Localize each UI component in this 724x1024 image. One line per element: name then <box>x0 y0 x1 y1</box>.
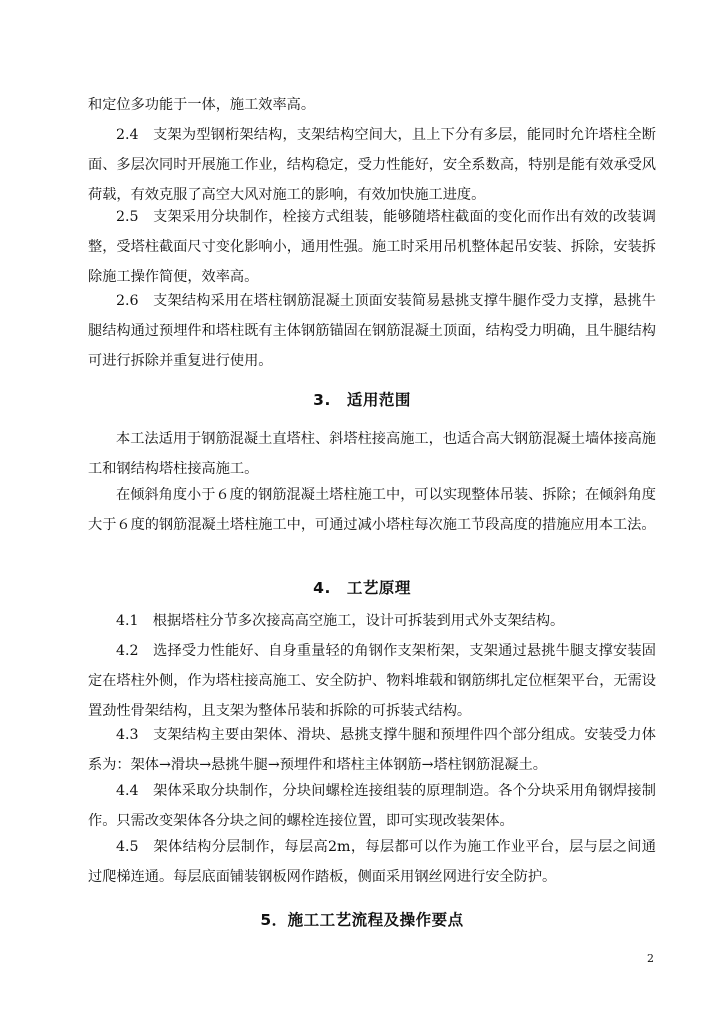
paragraph-2-5: 2.5 支架采用分块制作，栓接方式组装，能够随塔柱截面的变化而作出有效的改装调整，受塔柱截面尺寸变化影响小，通用性强。施工时采用吊机整体起吊安装、拆除，安装拆除施工操作简便，效率高。 <box>88 209 656 285</box>
section-heading-5: 5．施工工艺流程及操作要点 <box>260 911 464 929</box>
paragraph-4-2: 4.2 选择受力性能好、自身重量轻的角钢作支架桁架，支架通过悬挑牛腿支撑安装固定在塔柱外侧，作为塔柱接高施工、安全防护、物料堆载和钢筋绑扎定位框架平台，无需设置劲性骨架结构，且支架为整体吊装和拆除的可拆装式结构。 <box>88 643 656 719</box>
paragraph-2-4: 2.4 支架为型钢桁架结构，支架结构空间大，且上下分有多层，能同时允许塔柱全断面、多层次同时开展施工作业，结构稳定，受力性能好，安全系数高，特别是能有效承受风荷载，有效克服了高空大风对施工的影响，有效加快施工进度。 <box>88 127 656 203</box>
page-number: 2 <box>647 952 654 965</box>
paragraph-2-6: 2.6 支架结构采用在塔柱钢筋混凝土顶面安装简易悬挑支撑牛腿作受力支撑，悬挑牛腿结构通过预埋件和塔柱既有主体钢筋锚固在钢筋混凝土顶面，结构受力明确，且牛腿结构可进行拆除并重复进行使用。 <box>88 293 656 369</box>
section-heading-4: 4. 工艺原理 <box>313 579 411 597</box>
paragraph-scope-1: 本工法适用于钢筋混凝土直塔柱、斜塔柱接高施工，也适合高大钢筋混凝土墙体接高施工和钢结构塔柱接高施工。 <box>88 431 656 477</box>
paragraph-4-5: 4.5 架体结构分层制作，每层高2m，每层都可以作为施工作业平台，层与层之间通过爬梯连通。每层底面铺装钢板网作踏板，侧面采用钢丝网进行安全防护。 <box>88 839 656 885</box>
paragraph-4-4: 4.4 架体采取分块制作，分块间螺栓连接组装的原理制造。各个分块采用角钢焊接制作。只需改变架体各分块之间的螺栓连接位置，即可实现改装架体。 <box>88 783 656 829</box>
paragraph-continuation: 和定位多功能于一体，施工效率高。 <box>88 97 316 113</box>
paragraph-4-1: 4.1 根据塔柱分节多次接高高空施工，设计可拆装到用式外支架结构。 <box>116 613 565 629</box>
section-heading-3: 3. 适用范围 <box>313 391 411 409</box>
paragraph-scope-2: 在倾斜角度小于６度的钢筋混凝土塔柱施工中，可以实现整体吊装、拆除；在倾斜角度大于６度的钢筋混凝土塔柱施工中，可通过减小塔柱每次施工节段高度的措施应用本工法。 <box>88 487 656 533</box>
paragraph-4-3: 4.3 支架结构主要由架体、滑块、悬挑支撑牛腿和预埋件四个部分组成。安装受力体系为：架体→滑块→悬挑牛腿→预埋件和塔柱主体钢筋→塔柱钢筋混凝土。 <box>88 727 656 773</box>
